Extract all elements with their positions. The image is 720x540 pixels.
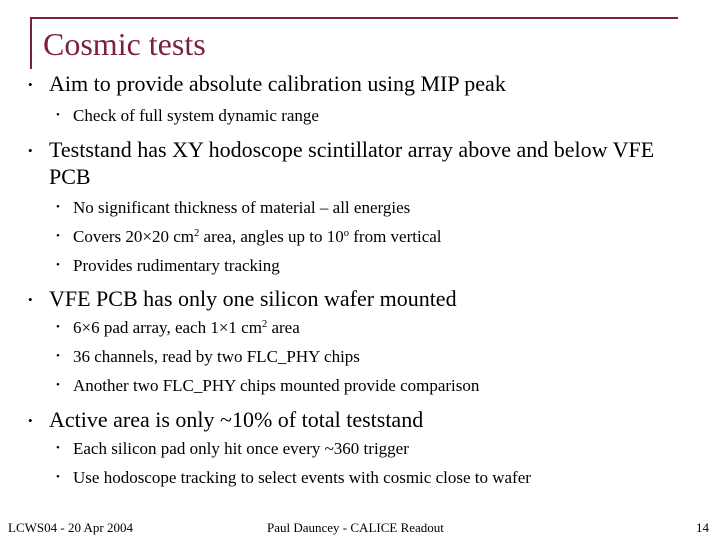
bullet-active-area: Active area is only ~10% of total teststand	[49, 407, 424, 432]
sub-bullet-marker: •	[56, 471, 60, 483]
sub-bullet-dynamic-range: Check of full system dynamic range	[73, 106, 319, 125]
sub-bullet-coverage: Covers 20×20 $cm^2$ area, angles up to 10$^o$ from vertical	[73, 227, 442, 246]
sub-bullet-selection: Use hodoscope tracking to select events with cosmic close to wafer	[73, 468, 531, 487]
bullet-vfe-pcb: VFE PCB has only one silicon wafer mounted	[49, 286, 457, 311]
sub-bullet-marker: •	[56, 201, 60, 213]
sub-bullet-tracking: Provides rudimentary tracking	[73, 256, 280, 275]
sub-bullet-pad-array: 6×6 pad array, each 1×1 $cm^2$ area	[73, 318, 300, 337]
bullet-teststand: Teststand has XY hodoscope scintillator array above and below VFE PCB	[49, 137, 655, 189]
footer-left: LCWS04 - 20 Apr 2004	[8, 520, 133, 535]
sub-bullet-marker: •	[56, 442, 60, 454]
bullet-aim: Aim to provide absolute calibration using MIP peak	[49, 71, 506, 96]
page-number: 14	[696, 520, 709, 535]
sub-bullet-marker: •	[56, 259, 60, 271]
sub-bullet-channels: 36 channels, read by two FLC_PHY chips	[73, 347, 360, 366]
sub-bullet-hit-rate: Each silicon pad only hit once every ~360 trigger	[73, 439, 409, 458]
sub-bullet-marker: •	[56, 379, 60, 391]
bullet-marker: •	[28, 292, 33, 307]
slide-title: Cosmic tests	[43, 26, 206, 62]
bullet-marker: •	[28, 77, 33, 92]
sub-bullet-marker: •	[56, 109, 60, 121]
bullet-marker: •	[28, 413, 33, 428]
bullet-marker: •	[28, 143, 33, 158]
footer-center: Paul Dauncey - CALICE Readout	[267, 520, 444, 535]
sub-bullet-thickness: No significant thickness of material – all energies	[73, 198, 411, 217]
sub-bullet-comparison: Another two FLC_PHY chips mounted provide comparison	[73, 376, 480, 395]
sub-bullet-marker: •	[56, 230, 60, 242]
sub-bullet-marker: •	[56, 321, 60, 333]
sub-bullet-marker: •	[56, 350, 60, 362]
